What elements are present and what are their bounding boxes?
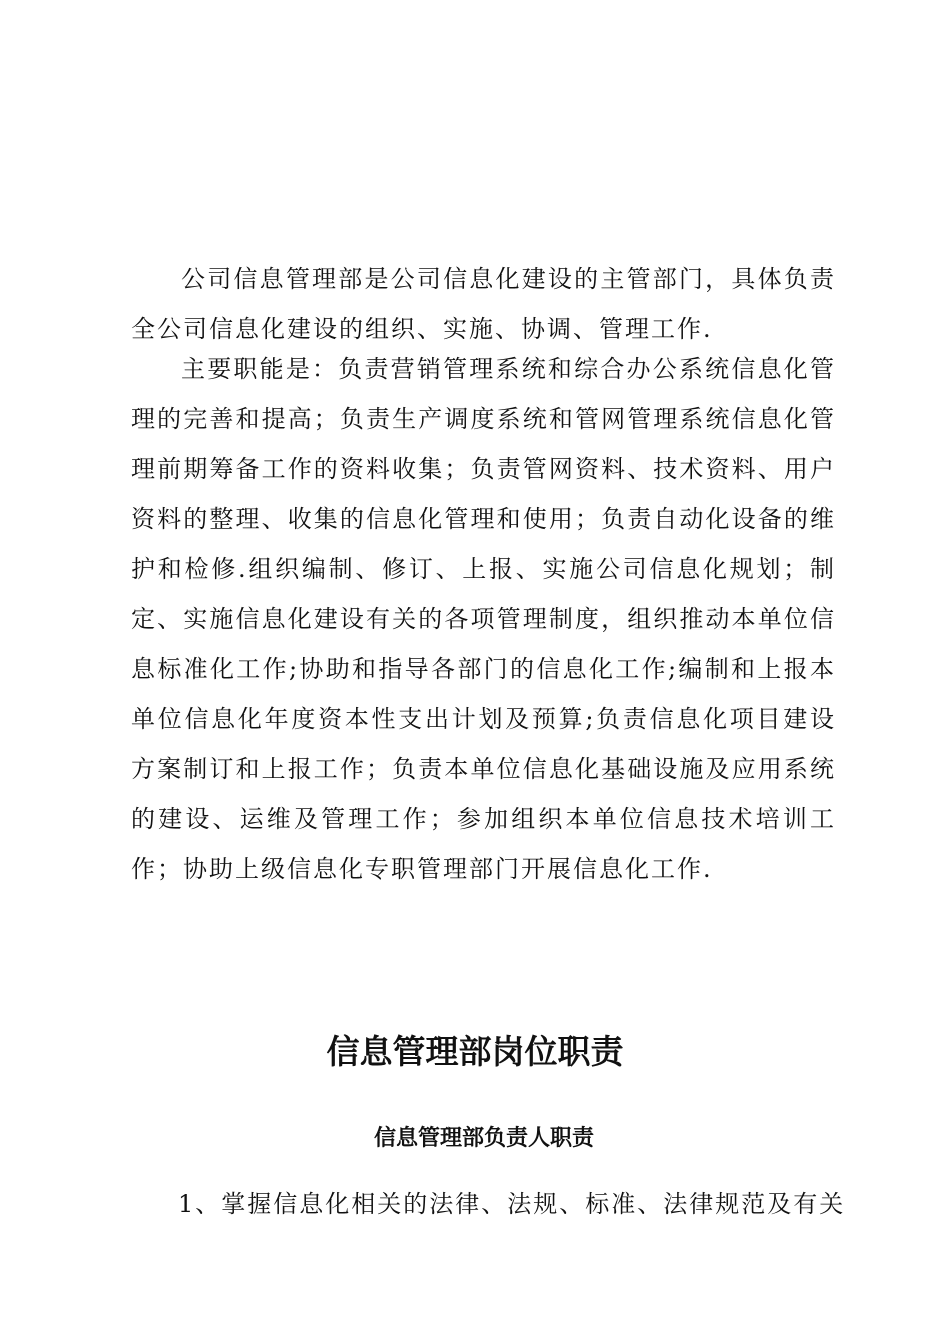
subsection-title: 信息管理部负责人职责	[373, 1126, 594, 1151]
intro-paragraph: 公司信息管理部是公司信息化建设的主管部门，具体负责全公司信息化建设的组织、实施、协调、管理工作.	[131, 265, 836, 343]
section-title: 信息管理部岗位职责	[326, 1032, 624, 1071]
list-item: 1、掌握信息化相关的法律、法规、标准、法律规范及有关	[178, 1190, 846, 1218]
duties-paragraph: 主要职能是：负责营销管理系统和综合办公系统信息化管理的完善和提高；负责生产调度系统和管网管理系统信息化管理前期筹备工作的资料收集；负责管网资料、技术资料、用户资料的整理、收集的信息化管理和使用；负责自动化设备的维护和检修.组织编制、修订、上报、实施公司信息化规划；制定、实施信息化建设有关的各项管理制度，组织推动本单位信息标准化工作;协助和指导各部门的信息化工作;编制和上报本单位信息化年度资本性支出计划及预算;负责信息化项目建设方案制订和上报工作；负责本单位信息化基础设施及应用系统的建设、运维及管理工作；参加组织本单位信息技术培训工作；协助上级信息化专职管理部门开展信息化工作.	[131, 355, 836, 883]
